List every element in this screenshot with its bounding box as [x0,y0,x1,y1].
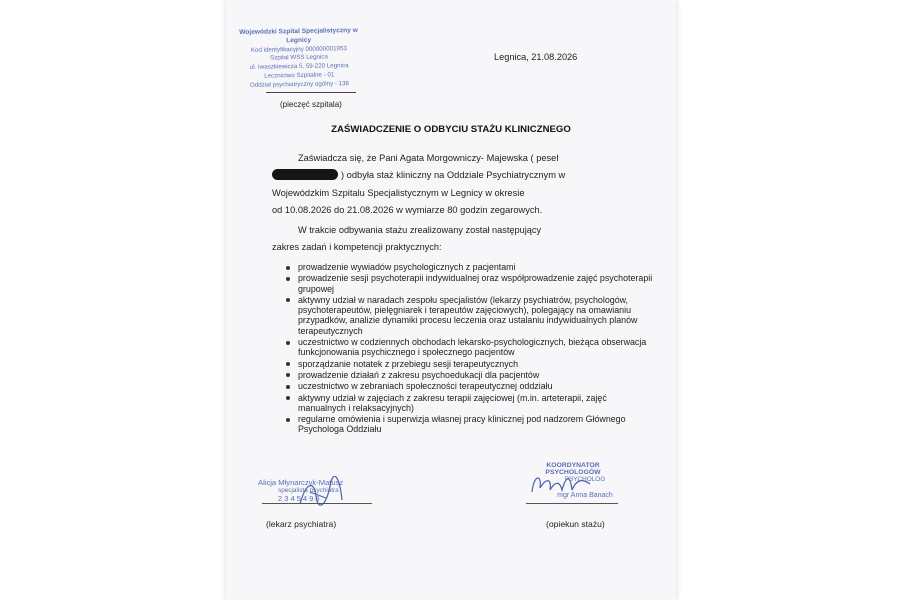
list-item: prowadzenie sesji psychoterapii indywidualnej oraz współprowadzenie zajęć psychoterapii grupowej [284,273,654,294]
list-item: aktywny udział w zajęciach z zakresu terapii zajęciowej (m.in. arteterapii, zajęć manualnych i relaksacyjnych) [284,393,654,414]
handwritten-signature-left [296,476,346,510]
stamp-line: Oddział psychiatryczny ogólny - 138 [249,79,350,89]
list-item: regularne omówienia i superwizja własnej pracy klinicznej pod nadzorem Głównego Psychologa Oddziału [284,414,654,435]
supervisor-signature-line [526,503,618,504]
list-item: uczestnictwo w zebraniach społeczności terapeutycznej oddziału [284,381,654,391]
stamp-signature-line [266,92,356,93]
supervisor-sub: PSYCHOLOG [564,476,606,483]
psychiatrist-number: 2345498 [278,494,322,503]
redaction-mark [272,169,338,180]
list-item: aktywny udział w naradach zespołu specjalistów (lekarzy psychiatrów, psychologów, psychoterapeutów, pielęgniarek i terapeutów zajęciowych), polegający na omawianiu przypadków, analizie dynamiki procesu leczenia oraz ustalaniu indywidualnych planów terapeutycznych [284,295,654,336]
stamp-line: Wojewódzki Szpital Specjalistyczny w Legnicy [239,26,358,45]
intro-line-2: zakres zadań i kompetencji praktycznych: [272,242,442,252]
supervisor-header: KOORDYNATOR PSYCHOLOGÓW [545,462,601,476]
handwritten-signature-right [526,470,596,498]
place-date: Legnica, 21.08.2026 [494,52,578,62]
list-item: sporządzanie notatek z przebiegu sesji terapeutycznych [284,359,654,369]
list-item: prowadzenie wywiadów psychologicznych z pacjentami [284,262,654,272]
intro-line-1: W trakcie odbywania stażu zrealizowany został następujący [298,225,542,235]
document-title: ZAŚWIADCZENIE O ODBYCIU STAŻU KLINICZNEGO [331,124,571,135]
supervisor-caption: (opiekun stażu) [546,519,605,529]
list-item: prowadzenie działań z zakresu psychoedukacji dla pacjentów [284,370,654,380]
psychiatrist-caption: (lekarz psychiatra) [266,519,337,529]
body-line-3: Wojewódzkim Szpitalu Specjalistycznym w Legnicy w okresie [272,188,525,198]
psychiatrist-name: Alicja Młynarczyk-Matusz [258,478,344,487]
body-line-2 [272,167,565,185]
certificate-page [226,0,676,600]
stamp-line: ul. Iwaszkiewicza 5, 59-220 Legnica [249,62,349,72]
hospital-stamp [233,27,364,91]
stamp-line: Szpital WSS Legnica [270,53,328,62]
supervisor-name: mgr Anna Banach [557,492,613,499]
psychiatrist-role: specjalista psychiatra [278,487,339,494]
stamp-line: Kod identyfikacyjny 000000001953 [250,44,347,54]
body-line-4: od 10.08.2026 do 21.08.2026 w wymiarze 80 godzin zegarowych. [272,205,543,215]
stamp-line: Lecznictwo Szpitalne - 01 [264,71,335,80]
task-list [284,262,654,436]
body-line-2-text: ) odbyła staż kliniczny na Oddziale Psychiatrycznym w [341,170,566,180]
body-line-1: Zaświadcza się, że Pani Agata Morgowniczy- Majewska ( pesel [298,153,559,163]
psychiatrist-signature-line [262,503,372,504]
stamp-caption: (pieczęć szpitala) [280,100,342,109]
list-item: uczestnictwo w codziennych obchodach lekarsko-psychologicznych, bieżąca obserwacja funkcjonowania psychicznego i społecznego pacjentów [284,337,654,358]
